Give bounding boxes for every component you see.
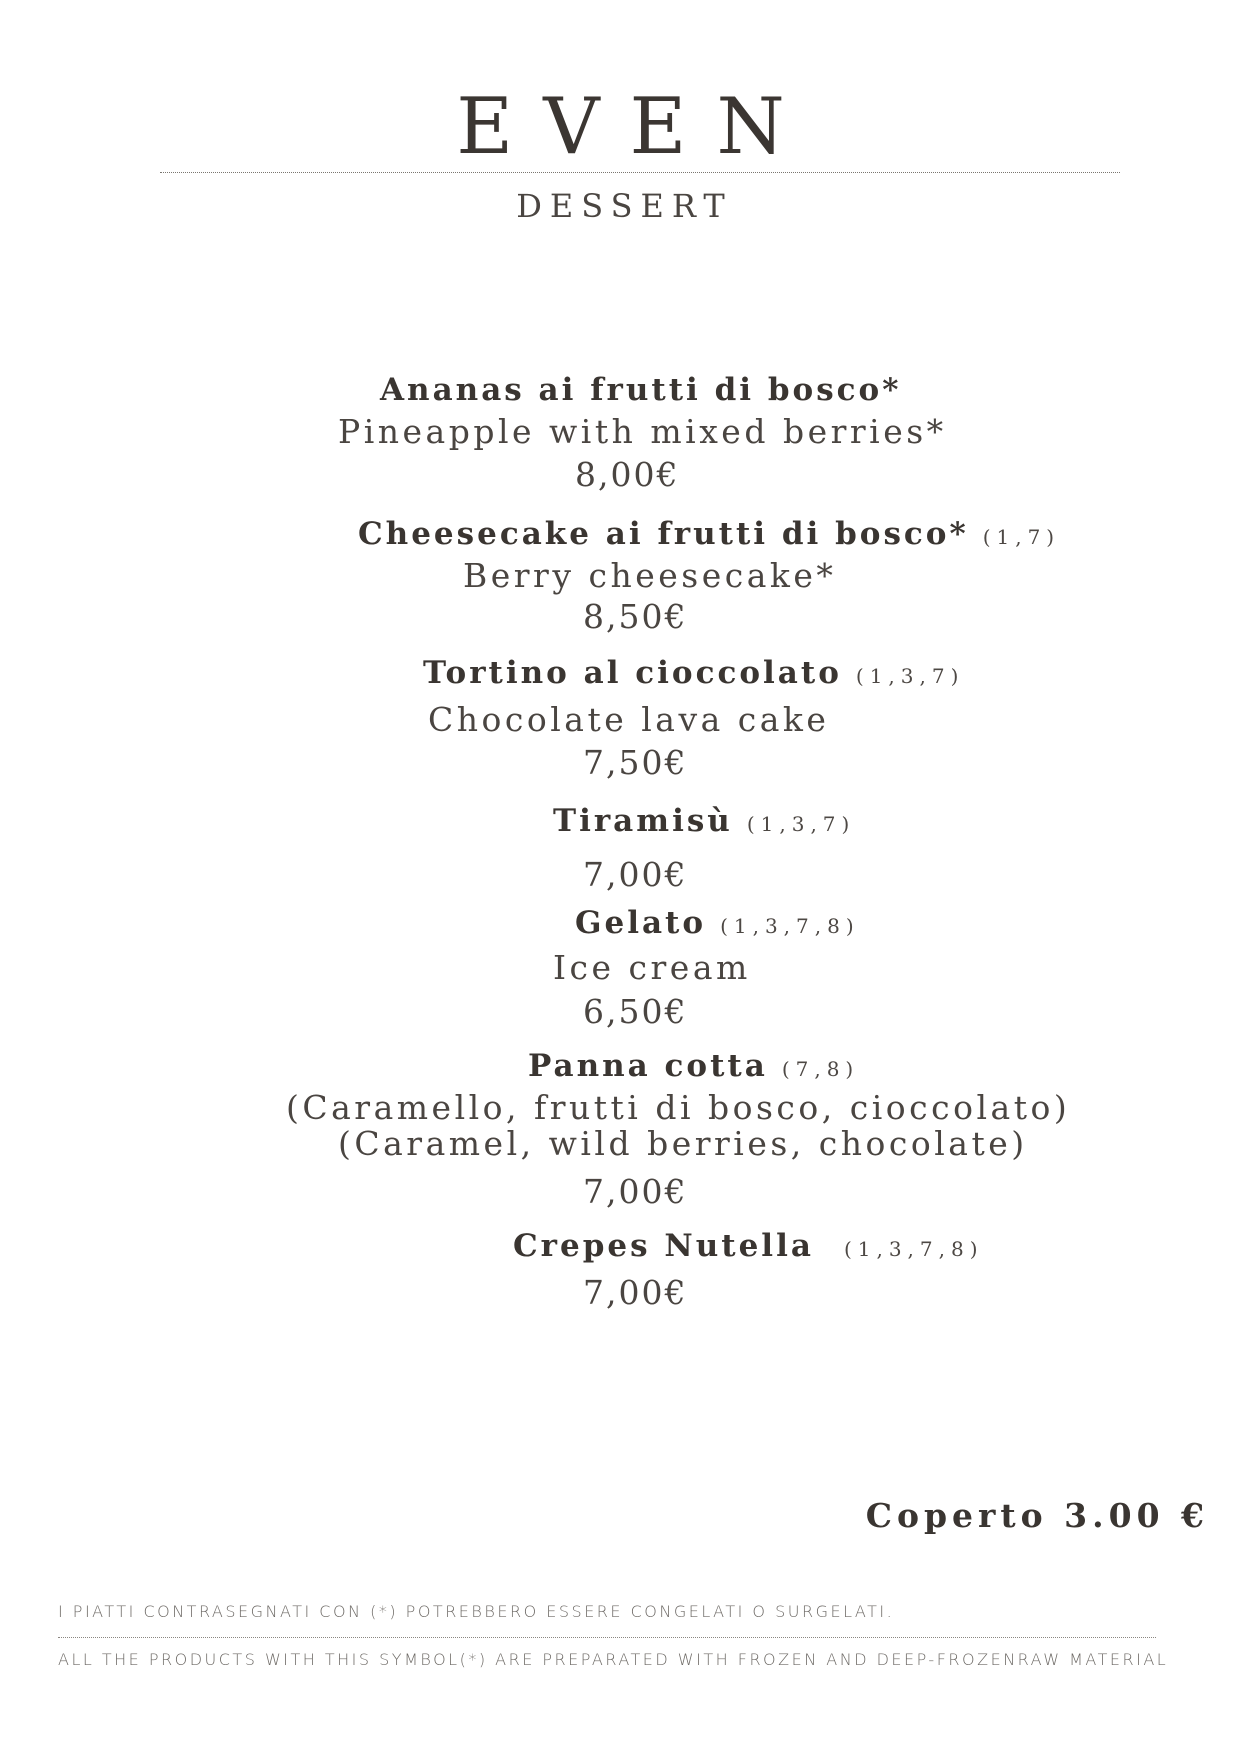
dish-price: 7,50€ — [583, 743, 688, 782]
menu-item-name — [553, 803, 855, 839]
menu-item-name — [358, 516, 1060, 552]
dish-price: 6,50€ — [583, 992, 688, 1031]
dish-price: 7,00€ — [583, 1273, 688, 1312]
dish-name-it: Cheesecake ai frutti di bosco* — [358, 516, 969, 552]
allergen-codes: (1,3,7,8) — [720, 914, 860, 938]
menu-item-name — [528, 1048, 859, 1084]
allergen-codes: (1,7) — [982, 525, 1061, 549]
dish-name-it: Gelato — [575, 905, 707, 941]
allergen-codes: (1,3,7) — [855, 664, 965, 688]
dish-price: 8,50€ — [583, 597, 688, 636]
dish-name-en: Chocolate lava cake — [428, 700, 830, 739]
dish-name-en: Pineapple with mixed berries* — [338, 412, 947, 451]
frozen-note-it: I PIATTI CONTRASEGNATI CON (*) POTREBBERO ESSERE CONGELATI O SURGELATI. — [58, 1602, 895, 1621]
menu-item-name — [423, 655, 964, 691]
menu-item-name — [513, 1228, 984, 1264]
dish-description-en: (Caramel, wild berries, chocolate) — [338, 1124, 1028, 1163]
dish-name-it: Tortino al cioccolato — [423, 655, 842, 691]
dish-description-it: (Caramello, frutti di bosco, cioccolato) — [286, 1088, 1071, 1127]
allergen-codes: (1,3,7,8) — [843, 1237, 984, 1261]
header-divider — [160, 172, 1120, 173]
dish-price: 8,00€ — [575, 455, 680, 494]
cover-charge: Coperto 3.00 € — [865, 1496, 1209, 1535]
allergen-codes: (1,3,7) — [746, 812, 856, 836]
frozen-note-en: ALL THE PRODUCTS WITH THIS SYMBOL(*) ARE PREPARATED WITH FROZEN AND DEEP-FROZENRAW MATERIAL — [58, 1650, 1169, 1669]
footer-divider — [58, 1637, 1156, 1638]
menu-section-title: DESSERT — [516, 187, 733, 225]
allergen-codes: (7,8) — [781, 1057, 860, 1081]
menu-item-name — [575, 905, 860, 941]
dish-name-en: Ice cream — [553, 948, 751, 987]
menu-item-name — [380, 372, 901, 408]
dish-name-it: Tiramisù — [553, 803, 733, 839]
restaurant-name: EVEN — [456, 82, 815, 172]
dish-price: 7,00€ — [583, 1172, 688, 1211]
dish-name-en: Berry cheesecake* — [463, 556, 837, 595]
dish-name-it: Panna cotta — [528, 1048, 768, 1084]
dish-name-it: Crepes Nutella — [513, 1228, 814, 1264]
dish-name-it: Ananas ai frutti di bosco* — [380, 372, 902, 408]
dish-price: 7,00€ — [583, 855, 688, 894]
